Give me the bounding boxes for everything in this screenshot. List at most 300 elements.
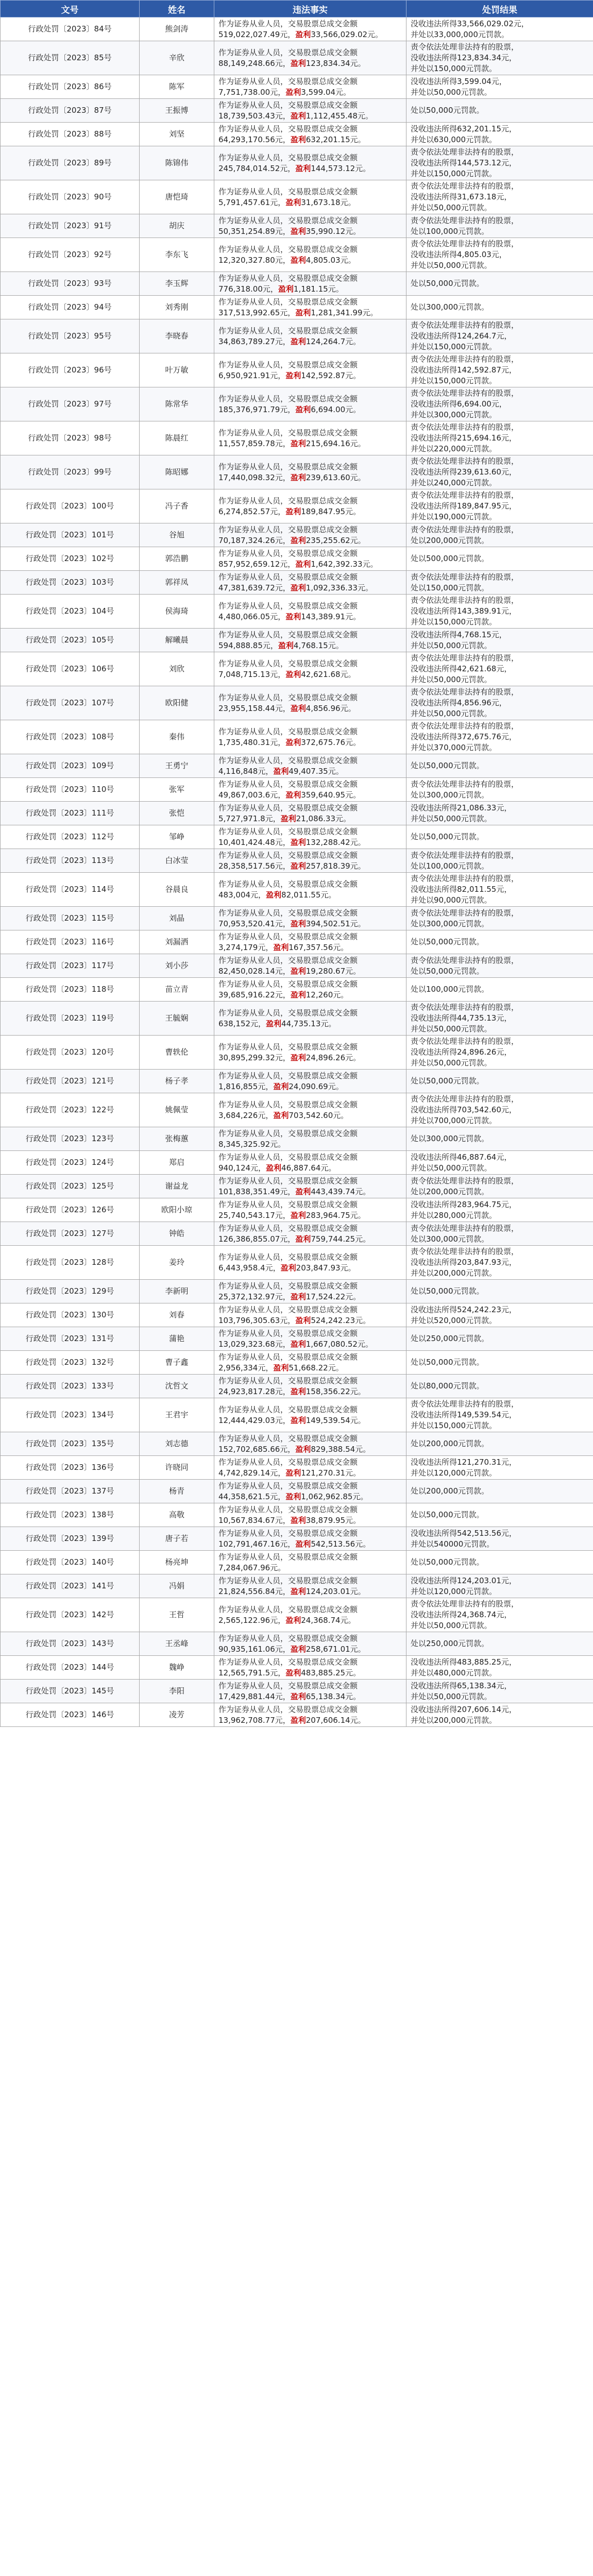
result-line: 责令依法处理非法持有的股票， bbox=[411, 653, 519, 663]
doc-number-cell: 行政处罚〔2023〕89号 bbox=[1, 146, 140, 180]
doc-number-cell: 行政处罚〔2023〕126号 bbox=[1, 1198, 140, 1222]
result-line: 责令依法处理非法持有的股票， bbox=[411, 215, 519, 225]
profit-label: 盈利 bbox=[266, 1019, 282, 1028]
penalty-result-cell bbox=[406, 1375, 593, 1398]
header-name: 姓名 bbox=[140, 1, 214, 18]
table-row bbox=[1, 180, 593, 214]
profit-label: 盈利 bbox=[295, 559, 311, 569]
profit-label: 盈利 bbox=[290, 1644, 306, 1654]
table-row bbox=[1, 629, 593, 652]
fact-line-1: 作为证券从业人员，交易股票总成交金额 bbox=[218, 1704, 358, 1714]
fact-line-1: 作为证券从业人员，交易股票总成交金额 bbox=[218, 1128, 358, 1138]
profit-value: 235,255.62元。 bbox=[306, 535, 366, 545]
fact-line-2 bbox=[218, 163, 402, 174]
penalty-result-cell bbox=[406, 1327, 593, 1351]
fact-line-2 bbox=[218, 370, 402, 381]
profit-label: 盈利 bbox=[290, 336, 306, 346]
person-name-cell: 杨青 bbox=[140, 1480, 214, 1503]
penalty-result-cell bbox=[406, 1036, 593, 1070]
profit-label: 盈利 bbox=[290, 1691, 306, 1701]
doc-number-cell: 行政处罚〔2023〕132号 bbox=[1, 1351, 140, 1375]
profit-value: 759,744.25元。 bbox=[311, 1234, 371, 1244]
fact-amount: 18,739,503.43元， bbox=[218, 111, 291, 121]
result-line: 没收违法所得31,673.18元， bbox=[411, 192, 512, 201]
result-line: 没收违法所得123,834.34元， bbox=[411, 53, 517, 62]
table-row bbox=[1, 1480, 593, 1503]
person-name-cell: 刘欣 bbox=[140, 652, 214, 686]
person-name-cell: 李晓春 bbox=[140, 319, 214, 353]
profit-label: 盈利 bbox=[290, 583, 306, 592]
table-row bbox=[1, 1175, 593, 1198]
fact-line-2 bbox=[218, 837, 402, 848]
table-header bbox=[1, 1, 593, 18]
fact-line-2 bbox=[218, 559, 402, 570]
fact-line-2 bbox=[218, 990, 402, 1001]
violation-facts-cell bbox=[214, 489, 406, 523]
header-row bbox=[1, 1, 593, 18]
doc-number-cell: 行政处罚〔2023〕103号 bbox=[1, 571, 140, 595]
fact-line-2 bbox=[218, 1110, 402, 1121]
person-name-cell: 欧阳小琼 bbox=[140, 1198, 214, 1222]
doc-number-cell: 行政处罚〔2023〕98号 bbox=[1, 421, 140, 455]
person-name-cell: 苗立青 bbox=[140, 978, 214, 1002]
fact-amount: 25,372,132.97元， bbox=[218, 1292, 291, 1301]
person-name-cell: 解曦晨 bbox=[140, 629, 214, 652]
result-line: 并处以50,000元罚款。 bbox=[411, 1058, 492, 1067]
result-line: 责令依法处理非法持有的股票， bbox=[411, 850, 519, 860]
fact-line-1: 作为证券从业人员，交易股票总成交金额 bbox=[218, 326, 358, 335]
penalty-result-cell bbox=[406, 1151, 593, 1175]
fact-line-1: 作为证券从业人员，交易股票总成交金额 bbox=[218, 726, 358, 736]
result-line: 责令依法处理非法持有的股票， bbox=[411, 1599, 519, 1608]
fact-line-2 bbox=[218, 336, 402, 347]
person-name-cell: 叶万敏 bbox=[140, 353, 214, 387]
fact-line-1: 作为证券从业人员，交易股票总成交金额 bbox=[218, 1199, 358, 1209]
violation-facts-cell bbox=[214, 1598, 406, 1632]
violation-facts-cell bbox=[214, 873, 406, 907]
result-line: 责令依法处理非法持有的股票， bbox=[411, 874, 519, 883]
fact-line-2 bbox=[218, 1715, 402, 1726]
violation-facts-cell bbox=[214, 1070, 406, 1093]
penalty-result-cell bbox=[406, 1432, 593, 1456]
person-name-cell: 李阳 bbox=[140, 1680, 214, 1703]
person-name-cell: 白冰莹 bbox=[140, 849, 214, 873]
result-line: 没收违法所得283,964.75元， bbox=[411, 1199, 517, 1209]
violation-facts-cell bbox=[214, 1351, 406, 1375]
table-row bbox=[1, 1551, 593, 1574]
result-line: 没收违法所得4,856.96元， bbox=[411, 698, 507, 707]
person-name-cell: 张梅蕙 bbox=[140, 1127, 214, 1151]
table-row bbox=[1, 778, 593, 802]
violation-facts-cell bbox=[214, 1127, 406, 1151]
profit-label: 盈利 bbox=[266, 890, 282, 900]
table-row bbox=[1, 272, 593, 296]
fact-line-1: 作为证券从业人员，交易股票总成交金额 bbox=[218, 1008, 358, 1018]
fact-line-1: 作为证券从业人员，交易股票总成交金额 bbox=[218, 1657, 358, 1667]
result-line: 责令依法处理非法持有的股票， bbox=[411, 147, 519, 157]
violation-facts-cell bbox=[214, 930, 406, 954]
result-line: 并处以50,000元罚款。 bbox=[411, 261, 492, 270]
person-name-cell: 李东飞 bbox=[140, 238, 214, 272]
penalty-result-cell bbox=[406, 1093, 593, 1127]
fact-line-1: 作为证券从业人员，交易股票总成交金额 bbox=[218, 955, 358, 965]
fact-line-2 bbox=[218, 1563, 402, 1573]
result-line: 没收违法所得24,368.74元， bbox=[411, 1610, 512, 1619]
result-line: 并处以120,000元罚款。 bbox=[411, 1586, 497, 1596]
result-line: 没收违法所得44,735.13元， bbox=[411, 1013, 512, 1023]
profit-label: 盈利 bbox=[273, 1363, 289, 1372]
profit-value: 283,964.75元。 bbox=[306, 1210, 366, 1220]
fact-line-2 bbox=[218, 814, 402, 824]
header-result: 处罚结果 bbox=[406, 1, 593, 18]
person-name-cell: 刘小莎 bbox=[140, 954, 214, 978]
fact-line-1: 作为证券从业人员，交易股票总成交金额 bbox=[218, 1328, 358, 1338]
violation-facts-cell bbox=[214, 1375, 406, 1398]
fact-line-1: 作为证券从业人员，交易股票总成交金额 bbox=[218, 979, 358, 989]
result-line: 处以200,000元罚款。 bbox=[411, 1439, 489, 1448]
violation-facts-cell bbox=[214, 825, 406, 849]
profit-value: 144,573.12元。 bbox=[311, 163, 371, 173]
table-row bbox=[1, 873, 593, 907]
fact-amount: 12,565,791.5元， bbox=[218, 1668, 286, 1677]
person-name-cell: 郭浩鹏 bbox=[140, 547, 214, 571]
person-name-cell: 刘坚 bbox=[140, 123, 214, 146]
fact-line-2 bbox=[218, 1444, 402, 1455]
violation-facts-cell bbox=[214, 1574, 406, 1598]
penalty-result-cell bbox=[406, 1632, 593, 1656]
fact-amount: 17,429,881.44元， bbox=[218, 1691, 291, 1701]
violation-facts-cell bbox=[214, 1222, 406, 1246]
result-line: 没收违法所得149,539.54元， bbox=[411, 1410, 517, 1419]
person-name-cell: 侯海琦 bbox=[140, 595, 214, 629]
fact-line-1: 作为证券从业人员，交易股票总成交金额 bbox=[218, 524, 358, 534]
violation-facts-cell bbox=[214, 1198, 406, 1222]
violation-facts-cell bbox=[214, 214, 406, 238]
profit-label: 盈利 bbox=[278, 284, 294, 294]
profit-label: 盈利 bbox=[290, 1515, 306, 1525]
person-name-cell: 胡庆 bbox=[140, 214, 214, 238]
result-line: 责令依法处理非法持有的股票， bbox=[411, 42, 519, 52]
fact-amount: 638,152元， bbox=[218, 1019, 266, 1028]
result-line: 没收违法所得121,270.31元， bbox=[411, 1457, 517, 1467]
result-line: 没收违法所得483,885.25元， bbox=[411, 1657, 517, 1667]
profit-value: 46,887.64元。 bbox=[281, 1163, 336, 1173]
profit-value: 6,694.00元。 bbox=[311, 404, 361, 414]
result-line: 并处以220,000元罚款。 bbox=[411, 444, 497, 453]
fact-line-2 bbox=[218, 1644, 402, 1655]
profit-label: 盈利 bbox=[278, 640, 294, 650]
person-name-cell: 秦伟 bbox=[140, 720, 214, 754]
doc-number-cell: 行政处罚〔2023〕117号 bbox=[1, 954, 140, 978]
doc-number-cell: 行政处罚〔2023〕134号 bbox=[1, 1398, 140, 1432]
profit-label: 盈利 bbox=[273, 1081, 289, 1091]
penalty-result-cell bbox=[406, 825, 593, 849]
result-line: 并处以50,000元罚款。 bbox=[411, 1691, 492, 1701]
profit-value: 51,668.22元。 bbox=[289, 1363, 344, 1372]
fact-line-2 bbox=[218, 1615, 402, 1626]
result-line: 责令依法处理非法持有的股票， bbox=[411, 779, 519, 789]
fact-amount: 4,116,848元， bbox=[218, 766, 274, 776]
result-line: 责令依法处理非法持有的股票， bbox=[411, 687, 519, 697]
doc-number-cell: 行政处罚〔2023〕142号 bbox=[1, 1598, 140, 1632]
result-line: 责令依法处理非法持有的股票， bbox=[411, 572, 519, 582]
result-line: 并处以50,000元罚款。 bbox=[411, 814, 492, 823]
profit-label: 盈利 bbox=[285, 612, 301, 621]
violation-facts-cell bbox=[214, 1151, 406, 1175]
fact-line-1: 作为证券从业人员，交易股票总成交金额 bbox=[218, 850, 358, 860]
result-line: 并处以50,000元罚款。 bbox=[411, 1621, 492, 1630]
profit-label: 盈利 bbox=[290, 990, 306, 999]
fact-line-1: 作为证券从业人员，交易股票总成交金额 bbox=[218, 1099, 358, 1109]
doc-number-cell: 行政处罚〔2023〕129号 bbox=[1, 1280, 140, 1303]
result-line: 并处以200,000元罚款。 bbox=[411, 1268, 497, 1278]
table-row bbox=[1, 238, 593, 272]
penalty-result-cell bbox=[406, 1703, 593, 1727]
result-line: 并处以90,000元罚款。 bbox=[411, 895, 492, 905]
table-row bbox=[1, 1656, 593, 1680]
profit-value: 124,203.01元。 bbox=[306, 1586, 366, 1596]
fact-line-2 bbox=[218, 703, 402, 714]
doc-number-cell: 行政处罚〔2023〕109号 bbox=[1, 754, 140, 778]
doc-number-cell: 行政处罚〔2023〕90号 bbox=[1, 180, 140, 214]
result-line: 责令依法处理非法持有的股票， bbox=[411, 320, 519, 330]
profit-label: 盈利 bbox=[285, 790, 301, 800]
fact-line-2 bbox=[218, 1292, 402, 1302]
penalty-result-cell bbox=[406, 99, 593, 123]
penalty-result-cell bbox=[406, 1551, 593, 1574]
table-row bbox=[1, 825, 593, 849]
penalty-result-cell bbox=[406, 146, 593, 180]
profit-value: 1,112,455.48元。 bbox=[306, 111, 373, 121]
result-line: 没收违法所得632,201.15元， bbox=[411, 124, 517, 133]
fact-amount: 21,824,556.84元， bbox=[218, 1586, 291, 1596]
penalty-result-cell bbox=[406, 1480, 593, 1503]
penalty-result-cell bbox=[406, 1002, 593, 1036]
doc-number-cell: 行政处罚〔2023〕140号 bbox=[1, 1551, 140, 1574]
doc-number-cell: 行政处罚〔2023〕144号 bbox=[1, 1656, 140, 1680]
fact-amount: 7,048,715.13元， bbox=[218, 669, 286, 679]
fact-line-2 bbox=[218, 1386, 402, 1397]
fact-line-1: 作为证券从业人员，交易股票总成交金额 bbox=[218, 1042, 358, 1052]
fact-amount: 126,386,855.07元， bbox=[218, 1234, 296, 1244]
penalty-result-cell bbox=[406, 1280, 593, 1303]
fact-amount: 101,838,351.49元， bbox=[218, 1187, 296, 1196]
penalty-result-cell bbox=[406, 1527, 593, 1551]
table-body bbox=[1, 18, 593, 1727]
result-line: 没收违法所得189,847.95元， bbox=[411, 501, 517, 511]
fact-line-1: 作为证券从业人员，交易股票总成交金额 bbox=[218, 1376, 358, 1385]
result-line: 并处以540000元罚款。 bbox=[411, 1539, 495, 1549]
doc-number-cell: 行政处罚〔2023〕91号 bbox=[1, 214, 140, 238]
penalty-result-cell bbox=[406, 1175, 593, 1198]
profit-value: 33,566,029.02元。 bbox=[311, 29, 383, 39]
profit-value: 3,599.04元。 bbox=[301, 87, 351, 97]
violation-facts-cell bbox=[214, 1632, 406, 1656]
violation-facts-cell bbox=[214, 146, 406, 180]
result-line: 处以100,000元罚款。 bbox=[411, 985, 489, 994]
result-line: 没收违法所得239,613.60元， bbox=[411, 467, 517, 477]
fact-amount: 245,784,014.52元， bbox=[218, 163, 296, 173]
penalty-result-cell bbox=[406, 1351, 593, 1375]
table-row bbox=[1, 1351, 593, 1375]
fact-line-1: 作为证券从业人员，交易股票总成交金额 bbox=[218, 19, 358, 28]
doc-number-cell: 行政处罚〔2023〕114号 bbox=[1, 873, 140, 907]
profit-label: 盈利 bbox=[295, 1234, 311, 1244]
fact-amount: 34,863,789.27元， bbox=[218, 336, 291, 346]
result-line: 并处以150,000元罚款。 bbox=[411, 169, 497, 178]
person-name-cell: 曹轶伦 bbox=[140, 1036, 214, 1070]
person-name-cell: 王哲 bbox=[140, 1598, 214, 1632]
doc-number-cell: 行政处罚〔2023〕86号 bbox=[1, 75, 140, 99]
doc-number-cell: 行政处罚〔2023〕137号 bbox=[1, 1480, 140, 1503]
result-line: 并处以150,000元罚款。 bbox=[411, 342, 497, 351]
penalty-result-cell bbox=[406, 523, 593, 547]
table-row bbox=[1, 214, 593, 238]
fact-line-1: 作为证券从业人员，交易股票总成交金额 bbox=[218, 1433, 358, 1443]
fact-amount: 483,004元， bbox=[218, 890, 266, 900]
fact-line-2 bbox=[218, 669, 402, 680]
result-line: 没收违法所得46,887.64元， bbox=[411, 1152, 512, 1162]
fact-amount: 10,401,424.48元， bbox=[218, 837, 291, 847]
person-name-cell: 刘晶 bbox=[140, 907, 214, 930]
result-line: 责令依法处理非法持有的股票， bbox=[411, 596, 519, 605]
person-name-cell: 冯子香 bbox=[140, 489, 214, 523]
result-line: 并处以520,000元罚款。 bbox=[411, 1315, 497, 1325]
fact-line-1: 作为证券从业人员，交易股票总成交金额 bbox=[218, 931, 358, 941]
profit-label: 盈利 bbox=[290, 438, 306, 448]
table-row bbox=[1, 1070, 593, 1093]
person-name-cell: 凌芳 bbox=[140, 1703, 214, 1727]
fact-amount: 940,124元， bbox=[218, 1163, 266, 1173]
doc-number-cell: 行政处罚〔2023〕122号 bbox=[1, 1093, 140, 1127]
penalty-result-cell bbox=[406, 686, 593, 720]
result-line: 没收违法所得4,805.03元， bbox=[411, 250, 507, 259]
doc-number-cell: 行政处罚〔2023〕106号 bbox=[1, 652, 140, 686]
doc-number-cell: 行政处罚〔2023〕128号 bbox=[1, 1246, 140, 1280]
fact-line-1: 作为证券从业人员，交易股票总成交金额 bbox=[218, 1252, 358, 1262]
header-facts: 违法事实 bbox=[214, 1, 406, 18]
fact-line-2 bbox=[218, 861, 402, 872]
profit-value: 82,011.55元。 bbox=[281, 890, 336, 900]
profit-value: 258,671.01元。 bbox=[306, 1644, 366, 1654]
result-line: 责令依法处理非法持有的股票， bbox=[411, 955, 519, 965]
result-line: 处以200,000元罚款。 bbox=[411, 1187, 489, 1196]
penalty-result-cell bbox=[406, 1246, 593, 1280]
violation-facts-cell bbox=[214, 523, 406, 547]
fact-amount: 12,444,429.03元， bbox=[218, 1415, 291, 1425]
person-name-cell: 刘志德 bbox=[140, 1432, 214, 1456]
profit-value: 1,092,336.33元。 bbox=[306, 583, 373, 592]
profit-label: 盈利 bbox=[285, 1492, 301, 1501]
violation-facts-cell bbox=[214, 455, 406, 489]
table-row bbox=[1, 1002, 593, 1036]
doc-number-cell: 行政处罚〔2023〕107号 bbox=[1, 686, 140, 720]
person-name-cell: 刘春 bbox=[140, 1303, 214, 1327]
result-line: 处以100,000元罚款。 bbox=[411, 226, 489, 236]
person-name-cell: 姚佩莹 bbox=[140, 1093, 214, 1127]
violation-facts-cell bbox=[214, 1246, 406, 1280]
doc-number-cell: 行政处罚〔2023〕100号 bbox=[1, 489, 140, 523]
result-line: 处以50,000元罚款。 bbox=[411, 1510, 484, 1519]
person-name-cell: 许晓同 bbox=[140, 1456, 214, 1480]
person-name-cell: 陈晨红 bbox=[140, 421, 214, 455]
doc-number-cell: 行政处罚〔2023〕87号 bbox=[1, 99, 140, 123]
doc-number-cell: 行政处罚〔2023〕123号 bbox=[1, 1127, 140, 1151]
fact-line-2 bbox=[218, 506, 402, 517]
violation-facts-cell bbox=[214, 238, 406, 272]
table-row bbox=[1, 1093, 593, 1127]
fact-line-1: 作为证券从业人员，交易股票总成交金额 bbox=[218, 1633, 358, 1643]
profit-label: 盈利 bbox=[290, 1210, 306, 1220]
profit-label: 盈利 bbox=[290, 1415, 306, 1425]
penalty-result-cell bbox=[406, 720, 593, 754]
doc-number-cell: 行政处罚〔2023〕124号 bbox=[1, 1151, 140, 1175]
fact-line-2 bbox=[218, 1315, 402, 1326]
table-row bbox=[1, 1527, 593, 1551]
table-row bbox=[1, 1598, 593, 1632]
result-line: 并处以480,000元罚款。 bbox=[411, 1668, 497, 1677]
doc-number-cell: 行政处罚〔2023〕92号 bbox=[1, 238, 140, 272]
fact-amount: 25,740,543.17元， bbox=[218, 1210, 291, 1220]
penalty-result-cell bbox=[406, 1656, 593, 1680]
violation-facts-cell bbox=[214, 978, 406, 1002]
fact-amount: 82,450,028.14元， bbox=[218, 966, 291, 976]
penalty-result-cell bbox=[406, 123, 593, 146]
fact-amount: 5,791,457.61元， bbox=[218, 197, 286, 207]
violation-facts-cell bbox=[214, 18, 406, 41]
fact-line-2 bbox=[218, 1468, 402, 1479]
fact-line-1: 作为证券从业人员，交易股票总成交金额 bbox=[218, 1481, 358, 1490]
fact-amount: 6,950,921.91元， bbox=[218, 370, 286, 380]
fact-amount: 44,358,621.5元， bbox=[218, 1492, 286, 1501]
doc-number-cell: 行政处罚〔2023〕105号 bbox=[1, 629, 140, 652]
result-line: 并处以50,000元罚款。 bbox=[411, 675, 492, 684]
profit-label: 盈利 bbox=[295, 1539, 311, 1549]
result-line: 并处以190,000元罚款。 bbox=[411, 512, 497, 521]
profit-label: 盈利 bbox=[290, 58, 306, 68]
fact-line-1: 作为证券从业人员，交易股票总成交金额 bbox=[218, 692, 358, 702]
profit-value: 257,818.39元。 bbox=[306, 861, 366, 871]
result-line: 没收违法所得143,389.91元， bbox=[411, 606, 517, 616]
profit-value: 149,539.54元。 bbox=[306, 1415, 366, 1425]
violation-facts-cell bbox=[214, 1002, 406, 1036]
table-row bbox=[1, 1222, 593, 1246]
profit-label: 盈利 bbox=[290, 837, 306, 847]
profit-label: 盈利 bbox=[285, 370, 301, 380]
fact-amount: 70,953,520.41元， bbox=[218, 919, 291, 928]
fact-line-2 bbox=[218, 1234, 402, 1245]
profit-value: 483,885.25元。 bbox=[301, 1668, 361, 1677]
table-row bbox=[1, 1280, 593, 1303]
result-line: 并处以120,000元罚款。 bbox=[411, 1468, 497, 1478]
result-line: 没收违法所得124,203.01元， bbox=[411, 1575, 517, 1585]
person-name-cell: 陈锦伟 bbox=[140, 146, 214, 180]
profit-value: 189,847.95元。 bbox=[301, 506, 361, 516]
result-line: 并处以630,000元罚款。 bbox=[411, 134, 497, 144]
violation-facts-cell bbox=[214, 1432, 406, 1456]
table-row bbox=[1, 489, 593, 523]
fact-amount: 519,022,027.49元， bbox=[218, 29, 296, 39]
person-name-cell: 蒲艳 bbox=[140, 1327, 214, 1351]
penalty-result-cell bbox=[406, 547, 593, 571]
penalty-result-cell bbox=[406, 421, 593, 455]
fact-line-1: 作为证券从业人员，交易股票总成交金额 bbox=[218, 908, 358, 918]
table-row bbox=[1, 978, 593, 1002]
penalty-result-cell bbox=[406, 489, 593, 523]
fact-line-1: 作为证券从业人员，交易股票总成交金额 bbox=[218, 1281, 358, 1291]
result-line: 责令依法处理非法持有的股票， bbox=[411, 456, 519, 466]
fact-amount: 30,895,299.32元， bbox=[218, 1053, 291, 1062]
